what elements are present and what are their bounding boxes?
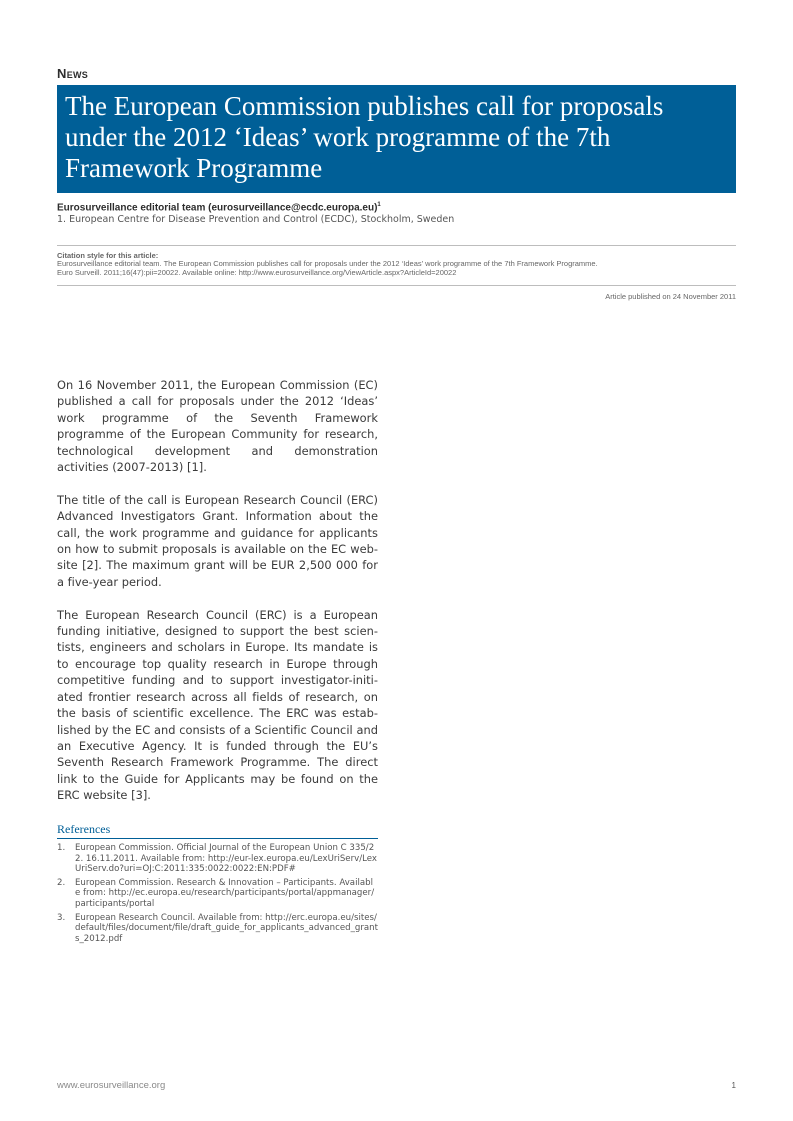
title-banner (57, 85, 736, 193)
divider-bottom (57, 285, 736, 286)
reference-number: 1. (57, 843, 66, 853)
section-label: News (57, 66, 89, 81)
article-title: The European Commission publishes call for proposals under the 2012 ‘Ideas’ work programme of the 7th Framework Programme (65, 91, 664, 183)
publication-date: Article published on 24 November 2011 (605, 292, 736, 301)
reference-number: 3. (57, 912, 66, 923)
references-list (57, 843, 378, 947)
citation-heading: Citation style for this article: (57, 251, 159, 260)
divider-top (57, 245, 736, 246)
author-line (57, 202, 381, 213)
body-paragraph: The European Research Council (ERC) is a European funding initiative, designed to support the best scien-tists, engineers and scholars in Europe. Its mandate is to encourage top quality research in Europe through competitive funding and to support investigator-initi-ated frontier research across all fields of research, on the basis of scientific excellence. The ERC was estab-lished by the EC and consists of a Scientific Council and an Executive Agency. It is funded through the EU’s Seventh Research Framework Programme. The direct link to the Guide for Applicants may be found on the ERC website [3]. (57, 607, 378, 803)
citation-text (57, 259, 736, 277)
reference-item (57, 878, 378, 910)
article-body (57, 377, 378, 820)
authors: Eurosurveillance editorial team (eurosurveillance@ecdc.europa.eu) (57, 202, 378, 214)
citation-line-2: Euro Surveill. 2011;16(47):pii=20022. Available online: http://www.eurosurveillance.org/ViewArticle.aspx?ArticleId=20022 (57, 268, 457, 277)
reference-text: European Research Council. Available from: http://erc.europa.eu/sites/default/files/document/file/draft_guide_for_applicants_advanced_grants_2012.pdf (75, 912, 378, 944)
body-paragraph: On 16 November 2011, the European Commission (EC) published a call for proposals under the 2012 ‘Ideas’ work programme of the Seventh Framework programme of the European Community for research, technological development and demonstration activities (2007-2013) [1]. (57, 378, 378, 475)
affiliation: 1. European Centre for Disease Prevention and Control (ECDC), Stockholm, Sweden (57, 214, 455, 225)
author-affiliation-marker: 1 (377, 202, 381, 208)
reference-item (57, 843, 378, 875)
reference-number: 2. (57, 877, 66, 888)
reference-text: European Commission. Research & Innovation – Participants. Available from: http://ec.europa.eu/research/participants/portal/appmanager/participants/portal (75, 877, 375, 909)
reference-text: European Commission. Official Journal of the European Union C 335/22. 16.11.2011. Available from: http://eur-lex.europa.eu/LexUriServ/LexUriServ.do?uri=OJ:C:2011:335:0022:0022:EN:PDF# (75, 843, 377, 875)
references-heading: References (57, 822, 378, 839)
body-paragraph: The title of the call is European Research Council (ERC) Advanced Investigators Grant. Information about the call, the work programme and guidance for applicants on how to submit proposals is available on the EC web-site [2]. The maximum grant will be EUR 2,500 000 for a five-year period. (57, 492, 378, 589)
page-number: 1 (731, 1081, 736, 1090)
citation-line-1: Eurosurveillance editorial team. The European Commission publishes call for proposals under the 2012 ‘Ideas’ work programme of the 7th Framework Programme. (57, 259, 598, 268)
footer-website[interactable]: www.eurosurveillance.org (57, 1080, 166, 1091)
reference-item (57, 913, 378, 945)
